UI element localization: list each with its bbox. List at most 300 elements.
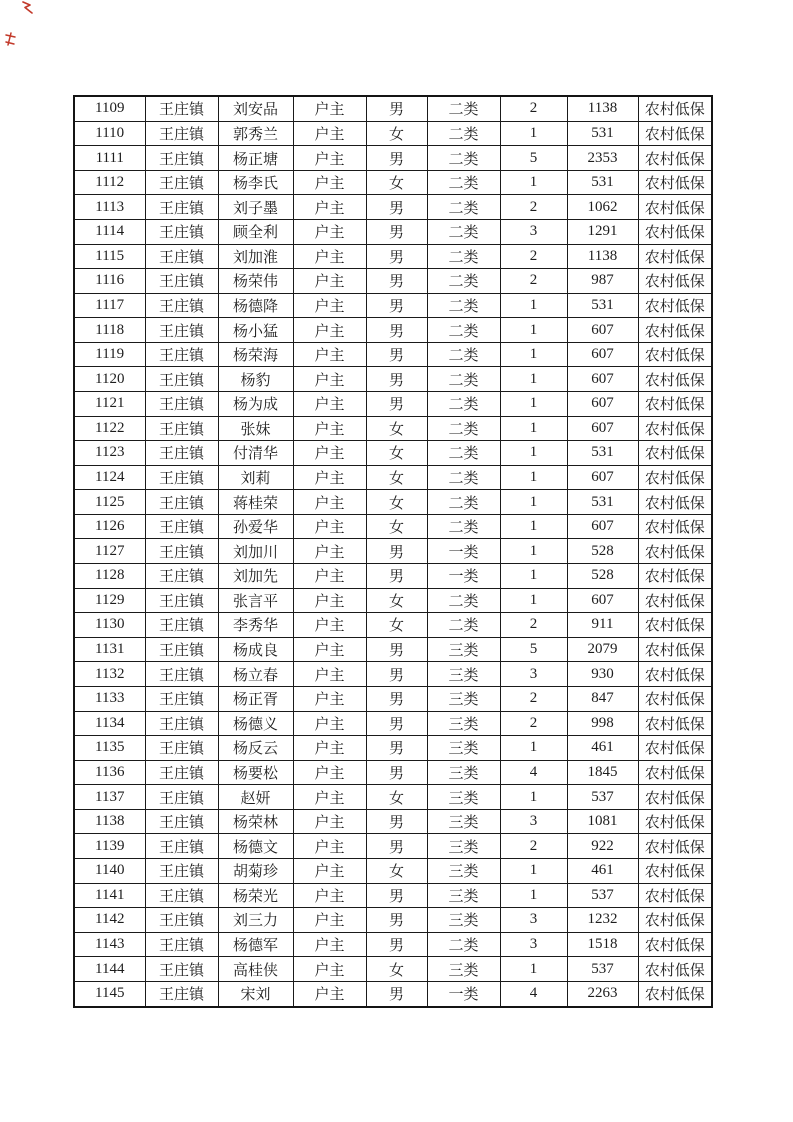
cell-serial-number: 1117 [74,293,145,318]
cell-gender: 男 [366,146,427,171]
cell-amount: 607 [567,514,638,539]
cell-category: 三类 [427,957,500,982]
table-row [74,637,712,662]
cell-gender: 男 [366,219,427,244]
welfare-roster-table [73,95,713,1008]
cell-serial-number: 1139 [74,834,145,859]
cell-subsidy-type: 农村低保 [638,195,712,220]
cell-subsidy-type: 农村低保 [638,858,712,883]
cell-name: 杨德降 [218,293,293,318]
cell-subsidy-type: 农村低保 [638,490,712,515]
cell-relation: 户主 [293,858,366,883]
cell-name: 刘三力 [218,908,293,933]
cell-relation: 户主 [293,957,366,982]
cell-serial-number: 1135 [74,736,145,761]
cell-count: 3 [500,809,567,834]
cell-name: 杨德军 [218,932,293,957]
table-row [74,195,712,220]
table-row [74,96,712,121]
cell-subsidy-type: 农村低保 [638,957,712,982]
cell-gender: 女 [366,785,427,810]
cell-town: 王庄镇 [145,662,218,687]
cell-category: 二类 [427,244,500,269]
cell-gender: 男 [366,195,427,220]
cell-town: 王庄镇 [145,441,218,466]
cell-amount: 461 [567,858,638,883]
cell-subsidy-type: 农村低保 [638,146,712,171]
cell-town: 王庄镇 [145,219,218,244]
cell-gender: 男 [366,342,427,367]
cell-gender: 男 [366,293,427,318]
table-row [74,490,712,515]
cell-category: 三类 [427,711,500,736]
cell-amount: 1291 [567,219,638,244]
cell-relation: 户主 [293,318,366,343]
cell-amount: 922 [567,834,638,859]
cell-amount: 607 [567,318,638,343]
cell-town: 王庄镇 [145,514,218,539]
cell-count: 1 [500,588,567,613]
cell-count: 4 [500,760,567,785]
cell-gender: 男 [366,686,427,711]
cell-serial-number: 1137 [74,785,145,810]
cell-category: 二类 [427,121,500,146]
cell-relation: 户主 [293,932,366,957]
cell-count: 1 [500,121,567,146]
cell-subsidy-type: 农村低保 [638,96,712,121]
cell-subsidy-type: 农村低保 [638,244,712,269]
cell-serial-number: 1114 [74,219,145,244]
cell-relation: 户主 [293,736,366,761]
cell-relation: 户主 [293,170,366,195]
cell-relation: 户主 [293,760,366,785]
cell-name: 杨成良 [218,637,293,662]
cell-relation: 户主 [293,244,366,269]
cell-relation: 户主 [293,293,366,318]
cell-amount: 607 [567,465,638,490]
cell-town: 王庄镇 [145,834,218,859]
cell-relation: 户主 [293,96,366,121]
table-row [74,121,712,146]
cell-town: 王庄镇 [145,96,218,121]
cell-relation: 户主 [293,564,366,589]
cell-subsidy-type: 农村低保 [638,981,712,1007]
cell-amount: 1518 [567,932,638,957]
cell-category: 三类 [427,883,500,908]
table-row [74,219,712,244]
cell-amount: 1138 [567,96,638,121]
cell-serial-number: 1144 [74,957,145,982]
cell-serial-number: 1121 [74,392,145,417]
cell-amount: 1062 [567,195,638,220]
cell-subsidy-type: 农村低保 [638,564,712,589]
cell-amount: 607 [567,416,638,441]
cell-name: 杨正塘 [218,146,293,171]
cell-subsidy-type: 农村低保 [638,514,712,539]
cell-amount: 537 [567,957,638,982]
cell-name: 张言平 [218,588,293,613]
cell-gender: 女 [366,858,427,883]
cell-town: 王庄镇 [145,711,218,736]
cell-count: 1 [500,514,567,539]
table-row [74,539,712,564]
table-row [74,883,712,908]
cell-gender: 男 [366,883,427,908]
cell-count: 1 [500,318,567,343]
cell-gender: 男 [366,908,427,933]
table-row [74,981,712,1007]
cell-town: 王庄镇 [145,367,218,392]
table-row [74,514,712,539]
cell-category: 二类 [427,367,500,392]
cell-gender: 男 [366,809,427,834]
cell-category: 二类 [427,146,500,171]
cell-name: 杨要松 [218,760,293,785]
cell-name: 郭秀兰 [218,121,293,146]
cell-town: 王庄镇 [145,883,218,908]
cell-category: 一类 [427,564,500,589]
cell-gender: 女 [366,588,427,613]
cell-count: 1 [500,564,567,589]
cell-subsidy-type: 农村低保 [638,908,712,933]
cell-name: 杨荣海 [218,342,293,367]
cell-name: 杨荣伟 [218,269,293,294]
cell-relation: 户主 [293,809,366,834]
table-row [74,834,712,859]
cell-subsidy-type: 农村低保 [638,367,712,392]
cell-amount: 607 [567,367,638,392]
cell-relation: 户主 [293,588,366,613]
cell-count: 1 [500,883,567,908]
cell-relation: 户主 [293,367,366,392]
cell-amount: 930 [567,662,638,687]
cell-count: 3 [500,219,567,244]
cell-town: 王庄镇 [145,858,218,883]
cell-town: 王庄镇 [145,121,218,146]
cell-town: 王庄镇 [145,932,218,957]
cell-gender: 女 [366,490,427,515]
cell-town: 王庄镇 [145,981,218,1007]
cell-subsidy-type: 农村低保 [638,686,712,711]
cell-name: 李秀华 [218,613,293,638]
cell-relation: 户主 [293,416,366,441]
cell-count: 1 [500,957,567,982]
cell-town: 王庄镇 [145,785,218,810]
cell-count: 5 [500,637,567,662]
cell-relation: 户主 [293,662,366,687]
table-row [74,932,712,957]
cell-gender: 男 [366,662,427,687]
cell-relation: 户主 [293,883,366,908]
cell-subsidy-type: 农村低保 [638,637,712,662]
table-row [74,588,712,613]
table-row [74,392,712,417]
cell-serial-number: 1141 [74,883,145,908]
cell-name: 杨德义 [218,711,293,736]
cell-serial-number: 1115 [74,244,145,269]
table-row [74,686,712,711]
cell-count: 1 [500,539,567,564]
cell-count: 3 [500,908,567,933]
cell-subsidy-type: 农村低保 [638,736,712,761]
cell-name: 杨李氏 [218,170,293,195]
cell-amount: 847 [567,686,638,711]
cell-amount: 537 [567,883,638,908]
cell-town: 王庄镇 [145,146,218,171]
cell-town: 王庄镇 [145,465,218,490]
cell-count: 1 [500,416,567,441]
cell-relation: 户主 [293,613,366,638]
cell-name: 顾全利 [218,219,293,244]
cell-count: 2 [500,269,567,294]
cell-name: 杨豹 [218,367,293,392]
cell-subsidy-type: 农村低保 [638,760,712,785]
cell-serial-number: 1112 [74,170,145,195]
table-row [74,711,712,736]
cell-category: 三类 [427,785,500,810]
table-row [74,564,712,589]
cell-gender: 男 [366,637,427,662]
cell-amount: 1232 [567,908,638,933]
cell-relation: 户主 [293,269,366,294]
cell-name: 刘莉 [218,465,293,490]
cell-town: 王庄镇 [145,490,218,515]
cell-serial-number: 1140 [74,858,145,883]
cell-name: 宋刘 [218,981,293,1007]
cell-subsidy-type: 农村低保 [638,834,712,859]
cell-town: 王庄镇 [145,613,218,638]
cell-name: 杨为成 [218,392,293,417]
cell-category: 二类 [427,588,500,613]
cell-amount: 2353 [567,146,638,171]
cell-category: 三类 [427,637,500,662]
cell-name: 杨反云 [218,736,293,761]
cell-count: 1 [500,342,567,367]
cell-amount: 607 [567,392,638,417]
cell-town: 王庄镇 [145,588,218,613]
cell-serial-number: 1123 [74,441,145,466]
cell-town: 王庄镇 [145,170,218,195]
cell-category: 二类 [427,269,500,294]
cell-serial-number: 1138 [74,809,145,834]
cell-category: 二类 [427,441,500,466]
cell-name: 杨荣林 [218,809,293,834]
cell-gender: 男 [366,96,427,121]
table-row [74,367,712,392]
cell-serial-number: 1118 [74,318,145,343]
table-row [74,416,712,441]
cell-town: 王庄镇 [145,293,218,318]
cell-count: 1 [500,785,567,810]
cell-gender: 男 [366,392,427,417]
cell-amount: 537 [567,785,638,810]
cell-serial-number: 1131 [74,637,145,662]
cell-subsidy-type: 农村低保 [638,662,712,687]
cell-amount: 531 [567,293,638,318]
cell-count: 1 [500,293,567,318]
cell-category: 二类 [427,318,500,343]
cell-serial-number: 1124 [74,465,145,490]
cell-count: 1 [500,392,567,417]
cell-amount: 531 [567,121,638,146]
cell-town: 王庄镇 [145,564,218,589]
cell-town: 王庄镇 [145,342,218,367]
cell-serial-number: 1128 [74,564,145,589]
cell-name: 刘子墨 [218,195,293,220]
table-row [74,465,712,490]
cell-amount: 607 [567,342,638,367]
cell-gender: 女 [366,465,427,490]
cell-category: 三类 [427,908,500,933]
cell-serial-number: 1145 [74,981,145,1007]
cell-gender: 男 [366,932,427,957]
table-row [74,441,712,466]
cell-amount: 1138 [567,244,638,269]
cell-relation: 户主 [293,981,366,1007]
cell-name: 胡菊珍 [218,858,293,883]
cell-count: 2 [500,834,567,859]
cell-amount: 607 [567,588,638,613]
cell-subsidy-type: 农村低保 [638,588,712,613]
cell-subsidy-type: 农村低保 [638,121,712,146]
cell-count: 1 [500,490,567,515]
cell-subsidy-type: 农村低保 [638,539,712,564]
cell-gender: 男 [366,367,427,392]
table-row [74,785,712,810]
cell-town: 王庄镇 [145,269,218,294]
cell-name: 付清华 [218,441,293,466]
cell-gender: 男 [366,244,427,269]
cell-category: 三类 [427,809,500,834]
cell-town: 王庄镇 [145,539,218,564]
red-pen-mark-icon [4,32,17,47]
cell-count: 2 [500,244,567,269]
cell-subsidy-type: 农村低保 [638,416,712,441]
cell-gender: 男 [366,564,427,589]
cell-serial-number: 1126 [74,514,145,539]
cell-category: 二类 [427,96,500,121]
cell-subsidy-type: 农村低保 [638,883,712,908]
cell-town: 王庄镇 [145,908,218,933]
cell-amount: 2079 [567,637,638,662]
cell-town: 王庄镇 [145,318,218,343]
cell-serial-number: 1133 [74,686,145,711]
cell-town: 王庄镇 [145,416,218,441]
cell-count: 2 [500,686,567,711]
cell-town: 王庄镇 [145,809,218,834]
cell-relation: 户主 [293,342,366,367]
cell-count: 1 [500,858,567,883]
cell-serial-number: 1111 [74,146,145,171]
cell-subsidy-type: 农村低保 [638,342,712,367]
cell-relation: 户主 [293,785,366,810]
cell-category: 二类 [427,293,500,318]
cell-subsidy-type: 农村低保 [638,441,712,466]
cell-town: 王庄镇 [145,244,218,269]
cell-town: 王庄镇 [145,637,218,662]
cell-gender: 女 [366,416,427,441]
cell-serial-number: 1134 [74,711,145,736]
cell-category: 二类 [427,490,500,515]
cell-category: 二类 [427,932,500,957]
cell-subsidy-type: 农村低保 [638,465,712,490]
cell-serial-number: 1113 [74,195,145,220]
cell-serial-number: 1110 [74,121,145,146]
cell-subsidy-type: 农村低保 [638,392,712,417]
cell-name: 刘加川 [218,539,293,564]
cell-gender: 女 [366,957,427,982]
cell-category: 三类 [427,858,500,883]
cell-subsidy-type: 农村低保 [638,613,712,638]
cell-relation: 户主 [293,711,366,736]
cell-name: 张妹 [218,416,293,441]
cell-subsidy-type: 农村低保 [638,809,712,834]
cell-gender: 男 [366,269,427,294]
cell-category: 二类 [427,465,500,490]
cell-relation: 户主 [293,392,366,417]
cell-name: 刘加先 [218,564,293,589]
cell-amount: 528 [567,564,638,589]
cell-category: 三类 [427,736,500,761]
cell-relation: 户主 [293,514,366,539]
cell-gender: 女 [366,121,427,146]
cell-town: 王庄镇 [145,686,218,711]
table-row [74,957,712,982]
table-row [74,269,712,294]
cell-subsidy-type: 农村低保 [638,318,712,343]
cell-count: 2 [500,711,567,736]
cell-count: 1 [500,736,567,761]
cell-gender: 男 [366,539,427,564]
cell-serial-number: 1136 [74,760,145,785]
cell-relation: 户主 [293,146,366,171]
cell-relation: 户主 [293,637,366,662]
cell-gender: 男 [366,736,427,761]
cell-name: 杨荣光 [218,883,293,908]
cell-category: 二类 [427,416,500,441]
cell-serial-number: 1120 [74,367,145,392]
cell-count: 3 [500,662,567,687]
cell-relation: 户主 [293,686,366,711]
table-row [74,662,712,687]
cell-subsidy-type: 农村低保 [638,785,712,810]
cell-serial-number: 1132 [74,662,145,687]
cell-category: 二类 [427,219,500,244]
cell-relation: 户主 [293,908,366,933]
cell-category: 一类 [427,981,500,1007]
cell-serial-number: 1142 [74,908,145,933]
cell-serial-number: 1109 [74,96,145,121]
cell-relation: 户主 [293,539,366,564]
cell-count: 2 [500,613,567,638]
cell-category: 二类 [427,342,500,367]
cell-amount: 998 [567,711,638,736]
cell-gender: 男 [366,711,427,736]
cell-amount: 911 [567,613,638,638]
cell-category: 二类 [427,613,500,638]
cell-subsidy-type: 农村低保 [638,170,712,195]
cell-name: 杨正胥 [218,686,293,711]
table-row [74,908,712,933]
red-pen-mark-icon [20,1,34,15]
cell-count: 1 [500,367,567,392]
cell-relation: 户主 [293,219,366,244]
cell-count: 3 [500,932,567,957]
cell-category: 三类 [427,834,500,859]
table-row [74,342,712,367]
cell-amount: 1845 [567,760,638,785]
cell-name: 杨立春 [218,662,293,687]
